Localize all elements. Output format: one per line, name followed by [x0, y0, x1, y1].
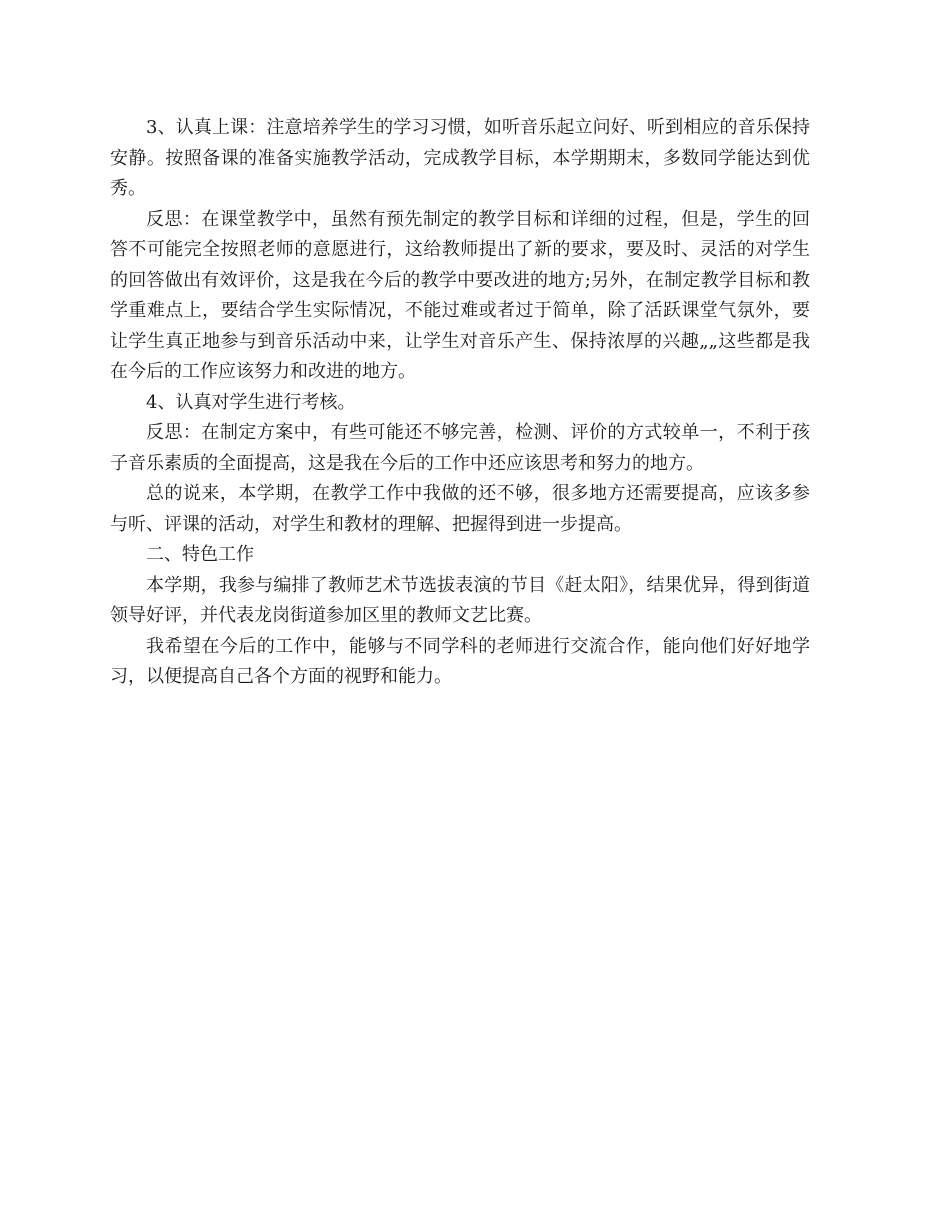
document-body [110, 113, 810, 693]
paragraph-hope: 我希望在今后的工作中，能够与不同学科的老师进行交流合作，能向他们好好地学习，以便提高自己各个方面的视野和能力。 [110, 635, 810, 687]
section-heading-special-work: 二、特色工作 [146, 544, 254, 565]
paragraph-reflection-classroom: 反思：在课堂教学中，虽然有预先制定的教学目标和详细的过程，但是，学生的回答不可能完全按照老师的意愿进行，这给教师提出了新的要求，要及时、灵活的对学生的回答做出有效评价，这是我在今后的教学中要改进的地方;另外，在制定教学目标和教学重难点上，要结合学生实际情况，不能过难或者过于简单，除了活跃课堂气氛外，要让学生真正地参与到音乐活动中来，让学生对音乐产生、保持浓厚的兴趣„„这些都是我在今后的工作应该努力和改进的地方。 [110, 208, 810, 382]
paragraph-assessment: 4、认真对学生进行考核。 [146, 391, 356, 413]
paragraph-reflection-assessment: 反思：在制定方案中，有些可能还不够完善，检测、评价的方式较单一，不利于孩子音乐素质的全面提高，这是我在今后的工作中还应该思考和努力的地方。 [110, 422, 810, 474]
paragraph-summary: 总的说来，本学期，在教学工作中我做的还不够，很多地方还需要提高，应该多参与听、评课的活动，对学生和教材的理解、把握得到进一步提高。 [110, 483, 810, 535]
paragraph-class-teaching: 3、认真上课：注意培养学生的学习习惯，如听音乐起立问好、听到相应的音乐保持安静。按照备课的准备实施教学活动，完成教学目标，本学期期末，多数同学能达到优秀。 [110, 117, 810, 199]
paragraph-special-work: 本学期，我参与编排了教师艺术节选拔表演的节目《赶太阳》，结果优异，得到街道领导好评，并代表龙岗街道参加区里的教师文艺比赛。 [110, 574, 810, 626]
